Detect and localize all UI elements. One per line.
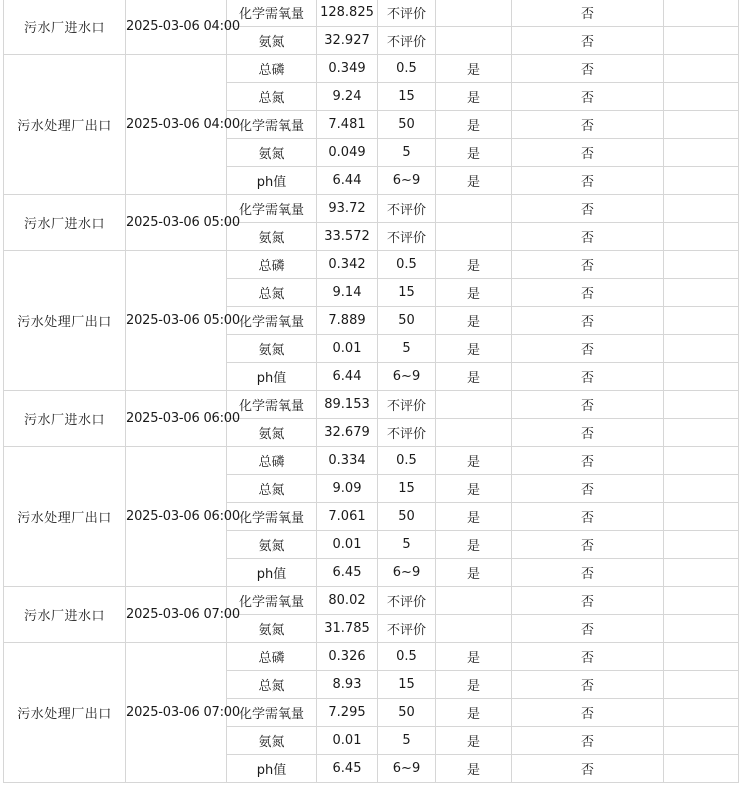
exceed-flag-cell: 否 xyxy=(512,167,664,195)
measured-value-cell: 80.02 xyxy=(317,587,378,615)
monitor-time-cell: 2025-03-06 05:00 xyxy=(126,251,227,391)
compliant-cell: 是 xyxy=(436,335,512,363)
measured-value-cell: 0.01 xyxy=(317,531,378,559)
remark-cell xyxy=(664,111,739,139)
exceed-flag-cell: 否 xyxy=(512,727,664,755)
pollutant-item-cell: 总氮 xyxy=(227,671,317,699)
exceed-flag-cell: 否 xyxy=(512,755,664,783)
measured-value-cell: 6.44 xyxy=(317,363,378,391)
measured-value-cell: 93.72 xyxy=(317,195,378,223)
measured-value-cell: 6.45 xyxy=(317,755,378,783)
measured-value-cell: 0.01 xyxy=(317,727,378,755)
measured-value-cell: 0.342 xyxy=(317,251,378,279)
site-name-cell: 污水厂进水口 xyxy=(4,195,126,251)
remark-cell xyxy=(664,363,739,391)
site-name-cell: 污水处理厂出口 xyxy=(4,251,126,391)
remark-cell xyxy=(664,419,739,447)
table-row xyxy=(4,0,739,27)
site-name-cell: 污水厂进水口 xyxy=(4,391,126,447)
compliant-cell xyxy=(436,587,512,615)
compliant-cell: 是 xyxy=(436,643,512,671)
monitor-time-cell: 2025-03-06 07:00 xyxy=(126,587,227,643)
measured-value-cell: 6.44 xyxy=(317,167,378,195)
compliant-cell: 是 xyxy=(436,447,512,475)
pollutant-item-cell: 总氮 xyxy=(227,83,317,111)
exceed-flag-cell: 否 xyxy=(512,55,664,83)
standard-limit-cell: 0.5 xyxy=(378,447,436,475)
measured-value-cell: 32.679 xyxy=(317,419,378,447)
standard-limit-cell: 15 xyxy=(378,279,436,307)
table-body xyxy=(4,0,739,783)
exceed-flag-cell: 否 xyxy=(512,335,664,363)
standard-limit-cell: 15 xyxy=(378,475,436,503)
standard-limit-cell: 5 xyxy=(378,531,436,559)
remark-cell xyxy=(664,307,739,335)
exceed-flag-cell: 否 xyxy=(512,419,664,447)
remark-cell xyxy=(664,643,739,671)
pollutant-item-cell: 氨氮 xyxy=(227,223,317,251)
pollutant-item-cell: 氨氮 xyxy=(227,727,317,755)
compliant-cell: 是 xyxy=(436,475,512,503)
standard-limit-cell: 50 xyxy=(378,503,436,531)
table-row xyxy=(4,391,739,419)
remark-cell xyxy=(664,195,739,223)
compliant-cell: 是 xyxy=(436,727,512,755)
exceed-flag-cell: 否 xyxy=(512,223,664,251)
monitor-time-cell: 2025-03-06 05:00 xyxy=(126,195,227,251)
measured-value-cell: 0.349 xyxy=(317,55,378,83)
pollutant-item-cell: 化学需氧量 xyxy=(227,307,317,335)
standard-limit-cell: 不评价 xyxy=(378,587,436,615)
pollutant-item-cell: ph值 xyxy=(227,755,317,783)
measured-value-cell: 9.14 xyxy=(317,279,378,307)
compliant-cell: 是 xyxy=(436,139,512,167)
exceed-flag-cell: 否 xyxy=(512,279,664,307)
standard-limit-cell: 不评价 xyxy=(378,223,436,251)
compliant-cell xyxy=(436,223,512,251)
exceed-flag-cell: 否 xyxy=(512,0,664,27)
remark-cell xyxy=(664,615,739,643)
compliant-cell: 是 xyxy=(436,503,512,531)
compliant-cell: 是 xyxy=(436,699,512,727)
standard-limit-cell: 0.5 xyxy=(378,251,436,279)
standard-limit-cell: 0.5 xyxy=(378,643,436,671)
exceed-flag-cell: 否 xyxy=(512,139,664,167)
compliant-cell xyxy=(436,27,512,55)
pollutant-item-cell: 氨氮 xyxy=(227,419,317,447)
standard-limit-cell: 6~9 xyxy=(378,167,436,195)
pollutant-item-cell: ph值 xyxy=(227,167,317,195)
exceed-flag-cell: 否 xyxy=(512,363,664,391)
table-row xyxy=(4,643,739,671)
compliant-cell: 是 xyxy=(436,251,512,279)
pollutant-item-cell: 总氮 xyxy=(227,279,317,307)
standard-limit-cell: 5 xyxy=(378,139,436,167)
table-row xyxy=(4,251,739,279)
site-name-cell: 污水处理厂出口 xyxy=(4,55,126,195)
remark-cell xyxy=(664,27,739,55)
remark-cell xyxy=(664,0,739,27)
remark-cell xyxy=(664,503,739,531)
remark-cell xyxy=(664,223,739,251)
site-name-cell: 污水厂进水口 xyxy=(4,0,126,55)
exceed-flag-cell: 否 xyxy=(512,531,664,559)
compliant-cell: 是 xyxy=(436,307,512,335)
remark-cell xyxy=(664,727,739,755)
remark-cell xyxy=(664,671,739,699)
compliant-cell: 是 xyxy=(436,363,512,391)
measured-value-cell: 7.481 xyxy=(317,111,378,139)
pollutant-item-cell: 化学需氧量 xyxy=(227,391,317,419)
standard-limit-cell: 50 xyxy=(378,111,436,139)
pollutant-item-cell: ph值 xyxy=(227,559,317,587)
standard-limit-cell: 不评价 xyxy=(378,195,436,223)
pollutant-item-cell: 化学需氧量 xyxy=(227,587,317,615)
monitor-time-cell: 2025-03-06 07:00 xyxy=(126,643,227,783)
pollutant-item-cell: 化学需氧量 xyxy=(227,0,317,27)
pollutant-item-cell: 总磷 xyxy=(227,643,317,671)
standard-limit-cell: 不评价 xyxy=(378,27,436,55)
standard-limit-cell: 50 xyxy=(378,699,436,727)
measured-value-cell: 9.24 xyxy=(317,83,378,111)
measured-value-cell: 31.785 xyxy=(317,615,378,643)
standard-limit-cell: 0.5 xyxy=(378,55,436,83)
monitoring-table xyxy=(3,0,739,783)
remark-cell xyxy=(664,559,739,587)
remark-cell xyxy=(664,55,739,83)
compliant-cell: 是 xyxy=(436,111,512,139)
compliant-cell xyxy=(436,195,512,223)
remark-cell xyxy=(664,587,739,615)
standard-limit-cell: 15 xyxy=(378,671,436,699)
exceed-flag-cell: 否 xyxy=(512,251,664,279)
measured-value-cell: 89.153 xyxy=(317,391,378,419)
exceed-flag-cell: 否 xyxy=(512,447,664,475)
remark-cell xyxy=(664,475,739,503)
monitor-time-cell: 2025-03-06 06:00 xyxy=(126,447,227,587)
site-name-cell: 污水处理厂出口 xyxy=(4,447,126,587)
remark-cell xyxy=(664,531,739,559)
pollutant-item-cell: 总氮 xyxy=(227,475,317,503)
measured-value-cell: 0.326 xyxy=(317,643,378,671)
pollutant-item-cell: 氨氮 xyxy=(227,531,317,559)
measured-value-cell: 6.45 xyxy=(317,559,378,587)
standard-limit-cell: 不评价 xyxy=(378,419,436,447)
measured-value-cell: 0.01 xyxy=(317,335,378,363)
pollutant-item-cell: 化学需氧量 xyxy=(227,195,317,223)
compliant-cell: 是 xyxy=(436,559,512,587)
measured-value-cell: 0.049 xyxy=(317,139,378,167)
compliant-cell xyxy=(436,615,512,643)
standard-limit-cell: 5 xyxy=(378,335,436,363)
exceed-flag-cell: 否 xyxy=(512,391,664,419)
exceed-flag-cell: 否 xyxy=(512,559,664,587)
remark-cell xyxy=(664,755,739,783)
exceed-flag-cell: 否 xyxy=(512,111,664,139)
measured-value-cell: 8.93 xyxy=(317,671,378,699)
remark-cell xyxy=(664,279,739,307)
monitor-time-cell: 2025-03-06 06:00 xyxy=(126,391,227,447)
pollutant-item-cell: 化学需氧量 xyxy=(227,699,317,727)
exceed-flag-cell: 否 xyxy=(512,671,664,699)
site-name-cell: 污水厂进水口 xyxy=(4,587,126,643)
standard-limit-cell: 不评价 xyxy=(378,615,436,643)
pollutant-item-cell: 总磷 xyxy=(227,55,317,83)
compliant-cell: 是 xyxy=(436,83,512,111)
remark-cell xyxy=(664,139,739,167)
table-row xyxy=(4,195,739,223)
measured-value-cell: 32.927 xyxy=(317,27,378,55)
measured-value-cell: 9.09 xyxy=(317,475,378,503)
pollutant-item-cell: 总磷 xyxy=(227,447,317,475)
exceed-flag-cell: 否 xyxy=(512,615,664,643)
exceed-flag-cell: 否 xyxy=(512,27,664,55)
monitor-time-cell: 2025-03-06 04:00 xyxy=(126,0,227,55)
remark-cell xyxy=(664,335,739,363)
pollutant-item-cell: ph值 xyxy=(227,363,317,391)
exceed-flag-cell: 否 xyxy=(512,195,664,223)
remark-cell xyxy=(664,447,739,475)
measured-value-cell: 128.825 xyxy=(317,0,378,27)
table-row xyxy=(4,55,739,83)
compliant-cell xyxy=(436,419,512,447)
remark-cell xyxy=(664,391,739,419)
compliant-cell: 是 xyxy=(436,755,512,783)
pollutant-item-cell: 氨氮 xyxy=(227,335,317,363)
pollutant-item-cell: 氨氮 xyxy=(227,139,317,167)
compliant-cell: 是 xyxy=(436,55,512,83)
standard-limit-cell: 不评价 xyxy=(378,0,436,27)
exceed-flag-cell: 否 xyxy=(512,503,664,531)
measured-value-cell: 33.572 xyxy=(317,223,378,251)
exceed-flag-cell: 否 xyxy=(512,83,664,111)
standard-limit-cell: 6~9 xyxy=(378,363,436,391)
remark-cell xyxy=(664,251,739,279)
compliant-cell: 是 xyxy=(436,531,512,559)
remark-cell xyxy=(664,83,739,111)
standard-limit-cell: 15 xyxy=(378,83,436,111)
measured-value-cell: 7.061 xyxy=(317,503,378,531)
compliant-cell: 是 xyxy=(436,671,512,699)
measured-value-cell: 7.889 xyxy=(317,307,378,335)
measured-value-cell: 0.334 xyxy=(317,447,378,475)
measured-value-cell: 7.295 xyxy=(317,699,378,727)
table-row xyxy=(4,587,739,615)
remark-cell xyxy=(664,699,739,727)
standard-limit-cell: 不评价 xyxy=(378,391,436,419)
pollutant-item-cell: 化学需氧量 xyxy=(227,503,317,531)
compliant-cell xyxy=(436,0,512,27)
standard-limit-cell: 5 xyxy=(378,727,436,755)
exceed-flag-cell: 否 xyxy=(512,307,664,335)
site-name-cell: 污水处理厂出口 xyxy=(4,643,126,783)
standard-limit-cell: 6~9 xyxy=(378,559,436,587)
standard-limit-cell: 6~9 xyxy=(378,755,436,783)
exceed-flag-cell: 否 xyxy=(512,587,664,615)
exceed-flag-cell: 否 xyxy=(512,699,664,727)
monitor-time-cell: 2025-03-06 04:00 xyxy=(126,55,227,195)
pollutant-item-cell: 总磷 xyxy=(227,251,317,279)
exceed-flag-cell: 否 xyxy=(512,643,664,671)
table-row xyxy=(4,447,739,475)
pollutant-item-cell: 化学需氧量 xyxy=(227,111,317,139)
remark-cell xyxy=(664,167,739,195)
pollutant-item-cell: 氨氮 xyxy=(227,27,317,55)
compliant-cell xyxy=(436,391,512,419)
compliant-cell: 是 xyxy=(436,279,512,307)
compliant-cell: 是 xyxy=(436,167,512,195)
exceed-flag-cell: 否 xyxy=(512,475,664,503)
standard-limit-cell: 50 xyxy=(378,307,436,335)
pollutant-item-cell: 氨氮 xyxy=(227,615,317,643)
